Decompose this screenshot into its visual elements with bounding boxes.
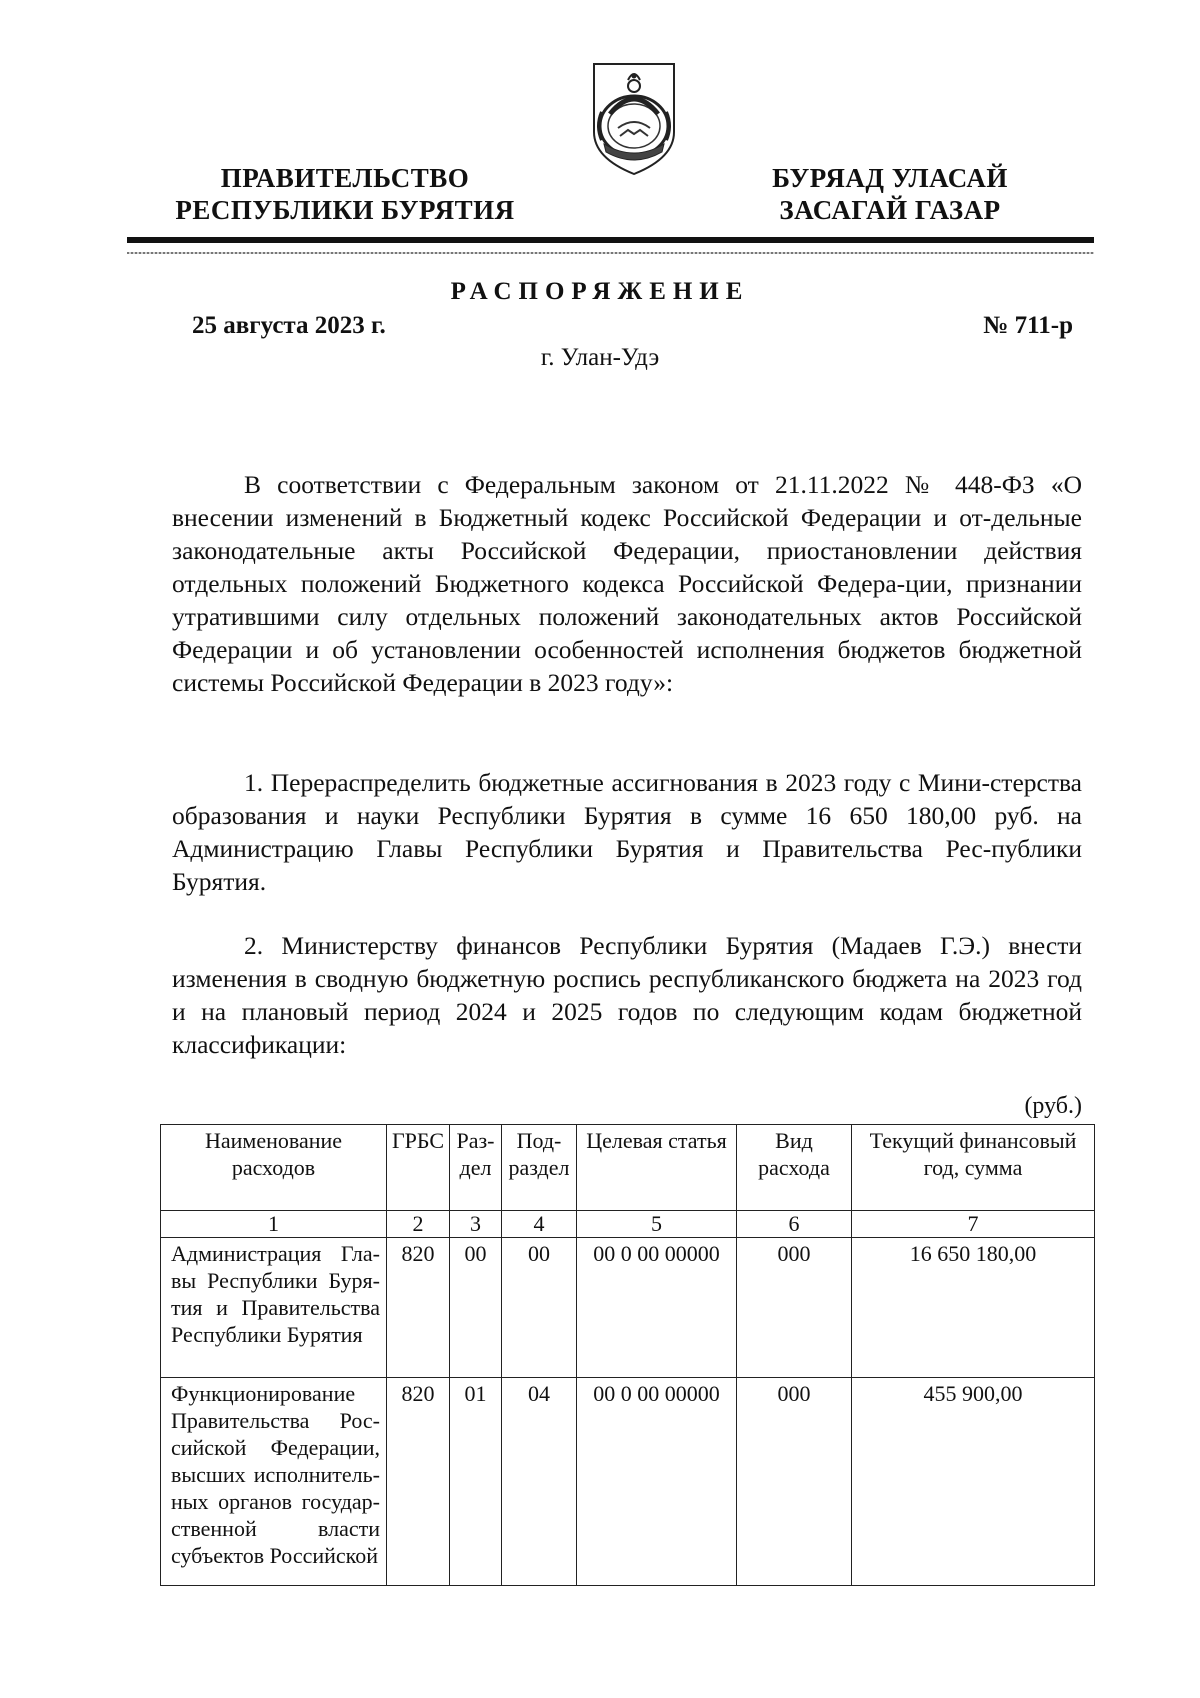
col-number: 2 <box>387 1211 450 1238</box>
government-name-russian-line2: РЕСПУБЛИКИ БУРЯТИЯ <box>175 195 515 225</box>
document-number: № 711-р <box>983 312 1073 339</box>
col-header-section: Раз-дел <box>450 1125 502 1211</box>
col-number: 1 <box>161 1211 387 1238</box>
budget-classification-table <box>160 1124 1095 1586</box>
table-column-number-row <box>161 1211 1095 1238</box>
government-name-buryat-line2: ЗАСАГАЙ ГАЗАР <box>779 195 1001 225</box>
coat-of-arms-emblem <box>588 54 680 178</box>
paragraph-item-1: 1. Перераспределить бюджетные ассигнования в 2023 году с Мини-стерства образования и науки Республики Бурятия в сумме 16 650 180,00 руб. на Администрацию Главы Республики Бурятия и Правительства Рес-публики Бурятия. <box>172 768 1082 896</box>
col-number: 4 <box>502 1211 577 1238</box>
table-row <box>161 1238 1095 1378</box>
table-unit: (руб.) <box>1024 1093 1082 1119</box>
cell-target: 00 0 00 00000 <box>577 1378 737 1586</box>
col-header-target: Целевая статья <box>577 1125 737 1211</box>
cell-grbs: 820 <box>387 1378 450 1586</box>
col-number: 3 <box>450 1211 502 1238</box>
government-name-buryat <box>720 162 1060 226</box>
col-header-name: Наименование расходов <box>161 1125 387 1211</box>
col-header-grbs: ГРБС <box>387 1125 450 1211</box>
document-date: 25 августа 2023 г. <box>192 312 386 339</box>
paragraph-item-2: 2. Министерству финансов Республики Бурятия (Мадаев Г.Э.) внести изменения в сводную бюджетную роспись республиканского бюджета на 2023 год и на плановый период 2024 и 2025 годов по следующим кодам бюджетной классификации: <box>172 931 1082 1059</box>
cell-amount: 16 650 180,00 <box>852 1238 1095 1378</box>
col-header-amount: Текущий финансовый год, сумма <box>852 1125 1095 1211</box>
col-header-subsection: Под-раздел <box>502 1125 577 1211</box>
government-name-buryat-line1: БУРЯАД УЛАСАЙ <box>772 163 1008 193</box>
cell-name: Администрация Гла-вы Республики Буря-тия и Правительства Республики Бурятия <box>161 1238 387 1378</box>
document-type: РАСПОРЯЖЕНИЕ <box>450 278 750 305</box>
cell-grbs: 820 <box>387 1238 450 1378</box>
cell-section: 01 <box>450 1378 502 1586</box>
table-header-row <box>161 1125 1095 1211</box>
government-name-russian-line1: ПРАВИТЕЛЬСТВО <box>220 163 470 193</box>
cell-expense-type: 000 <box>737 1238 852 1378</box>
document-city: г. Улан-Удэ <box>540 344 660 371</box>
government-name-russian <box>160 162 530 226</box>
cell-name: Функционирование Правительства Рос-сийской Федерации, высших исполнитель-ных органов государ-ственной власти субъектов Российской <box>161 1378 387 1586</box>
paragraph-preamble: В соответствии с Федеральным законом от 21.11.2022 № 448-ФЗ «О внесении изменений в Бюджетный кодекс Российской Федерации и от-дельные законодательные акты Российской Федерации, приостановлении действия отдельных положений Бюджетного кодекса Российской Федера-ции, признании утратившими силу отдельных положений законодательных актов Российской Федерации и об установлении особенностей исполнения бюджетов бюджетной системы Российской Федерации в 2023 году»: <box>172 470 1082 697</box>
cell-expense-type: 000 <box>737 1378 852 1586</box>
col-number: 5 <box>577 1211 737 1238</box>
header-rule-thick <box>127 237 1094 243</box>
col-number: 7 <box>852 1211 1095 1238</box>
cell-target: 00 0 00 00000 <box>577 1238 737 1378</box>
cell-section: 00 <box>450 1238 502 1378</box>
cell-subsection: 04 <box>502 1378 577 1586</box>
header-rule-thin <box>127 252 1094 254</box>
col-number: 6 <box>737 1211 852 1238</box>
table-row <box>161 1378 1095 1586</box>
col-header-expense-type: Вид расхода <box>737 1125 852 1211</box>
cell-subsection: 00 <box>502 1238 577 1378</box>
cell-amount: 455 900,00 <box>852 1378 1095 1586</box>
